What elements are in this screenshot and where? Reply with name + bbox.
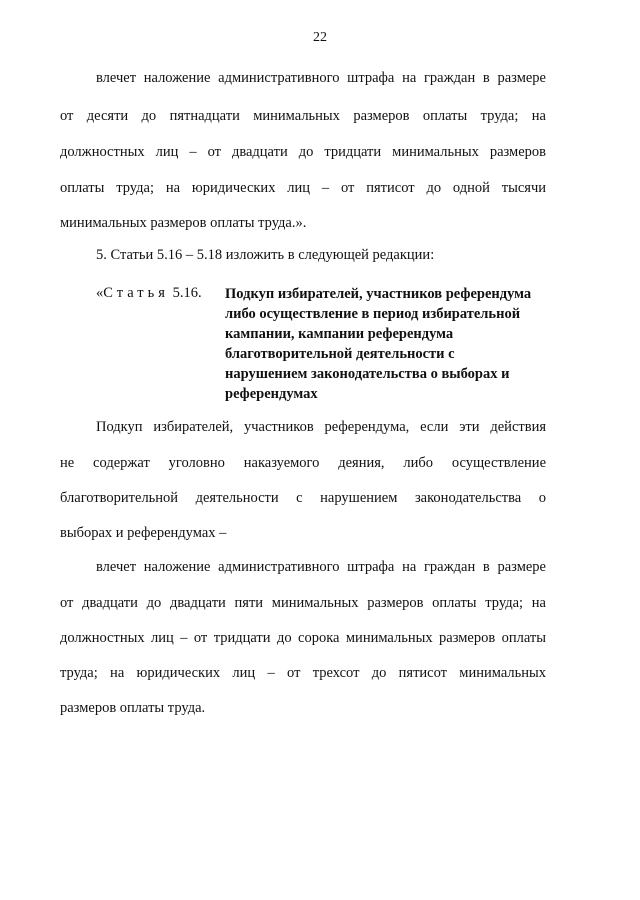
paragraph-3-line-4: выборах и референдумах – (60, 525, 227, 541)
article-title-line-6: референдумах (225, 386, 318, 402)
paragraph-4-line-4: труда; на юридических лиц – от трехсот до пятисот минимальных (60, 665, 546, 681)
paragraph-1-line-3: должностных лиц – от двадцати до тридцати минимальных размеров (60, 144, 546, 160)
paragraph-4-line-3: должностных лиц – от тридцати до сорока минимальных размеров оплаты (60, 630, 546, 646)
article-word: Статья (103, 285, 169, 301)
paragraph-3-line-1: Подкуп избирателей, участников референдума, если эти действия (96, 419, 546, 435)
paragraph-4-line-1: влечет наложение административного штрафа на граждан в размере (96, 559, 546, 575)
paragraph-3-line-2: не содержат уголовно наказуемого деяния, либо осуществление (60, 455, 546, 471)
article-title-line-4: благотворительной деятельности с (225, 346, 455, 362)
article-number: 5.16. (172, 285, 202, 301)
article-open-quote: « (96, 285, 104, 301)
paragraph-1-line-5: минимальных размеров оплаты труда.». (60, 215, 307, 231)
paragraph-2: 5. Статьи 5.16 – 5.18 изложить в следующей редакции: (96, 247, 435, 263)
article-title-line-1: Подкуп избирателей, участников референдума (225, 286, 532, 302)
article-label (96, 284, 202, 302)
paragraph-4-line-5: размеров оплаты труда. (60, 700, 206, 716)
paragraph-4-line-2: от двадцати до двадцати пяти минимальных размеров оплаты труда; на (60, 595, 546, 611)
paragraph-3-line-3: благотворительной деятельности с нарушением законодательства о (60, 490, 546, 506)
paragraph-1-line-2: от десяти до пятнадцати минимальных размеров оплаты труда; на (60, 108, 546, 124)
article-title-line-3: кампании, кампании референдума (225, 326, 454, 342)
article-title-line-5: нарушением законодательства о выборах и (225, 366, 510, 382)
paragraph-1-line-1: влечет наложение административного штрафа на граждан в размере (96, 70, 546, 86)
paragraph-1-line-4: оплаты труда; на юридических лиц – от пятисот до одной тысячи (60, 180, 546, 196)
article-title-line-2: либо осуществление в период избирательной (225, 306, 521, 322)
page-number: 22 (313, 30, 327, 45)
